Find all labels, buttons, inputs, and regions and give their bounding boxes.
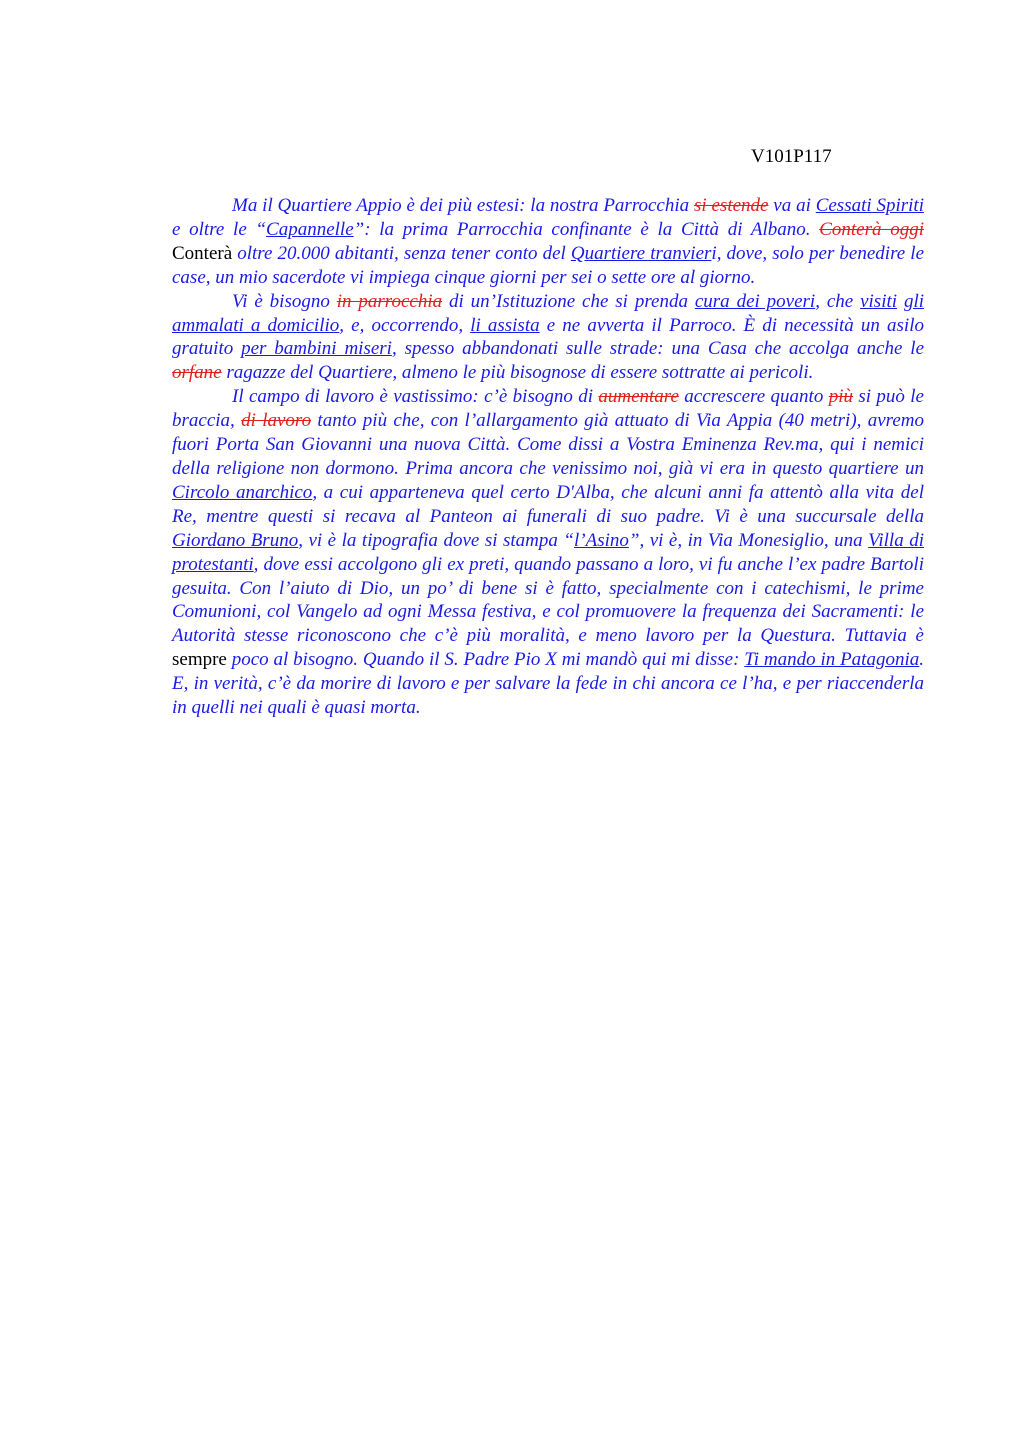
deleted-text: Conterà oggi — [819, 218, 924, 240]
underlined-text: Villa di protestanti — [172, 529, 924, 575]
document-body — [172, 194, 924, 720]
paragraph — [172, 385, 924, 720]
underlined-text: Giordano Bruno — [172, 529, 299, 551]
underlined-text: Quartiere tranvier — [570, 242, 712, 264]
inserted-text: Conterà — [172, 242, 233, 264]
text-run: , che — [815, 290, 861, 312]
text-run: , dove essi accolgono gli ex preti, quando passano a loro, vi fu anche l’ex padre Bartoli gesuita. Con l’aiuto di Dio, un po’ di bene si è fatto, specialmente con i catechismi, le prime Comunioni, col Vangelo ad ogni Messa festiva, e col promuovere la frequenza dei Sacramenti: le Autorità stesse riconoscono che c’è più moralità, e meno lavoro per la Questura. Tuttavia è — [172, 553, 924, 647]
underlined-text: gli ammalati a domicilio — [172, 290, 924, 336]
text-run: ragazze del Quartiere, almeno le più bisognose di essere sottratte ai pericoli. — [221, 362, 814, 384]
text-run: accrescere quanto — [678, 386, 829, 408]
deleted-text: di lavoro — [241, 410, 312, 432]
underlined-text: Circolo anarchico — [172, 481, 313, 503]
text-run: ”, vi è, in Via Monesiglio, una — [628, 529, 869, 551]
underlined-text: Ti mando in Patagonia — [744, 649, 920, 671]
text-run: Vi è bisogno — [232, 290, 337, 312]
text-run: poco al bisogno. Quando il S. Padre Pio X mi mandò qui mi disse: — [226, 649, 745, 671]
text-run: tanto più che, con l’allargamento già attuato di Via Appia (40 metri), avremo fuori Porta San Giovanni una nuova Città. Come dissi a Vostra Eminenza Rev.ma, qui i nemici della religione non dormono. Prima ancora che venissimo noi, già vi era in questo quartiere un — [172, 410, 924, 479]
paragraph — [172, 194, 924, 290]
underlined-text: cura dei poveri — [694, 290, 816, 312]
text-run: e oltre le “ — [172, 218, 267, 240]
text-run: , e, occorrendo, — [339, 314, 471, 336]
inserted-text: sempre — [172, 649, 227, 671]
text-run: . E, in verità, c’è da morire di lavoro e per salvare la fede in chi ancora ce l’ha, e per riaccenderla in quelli nei quali è quasi morta. — [172, 649, 924, 719]
underlined-text: Cessati Spiriti — [815, 195, 924, 216]
text-run: di un’Istituzione che si prenda — [442, 290, 695, 312]
text-run: e ne avverta il Parroco. È di necessità un asilo gratuito — [172, 314, 924, 360]
underlined-text: per bambini miseri — [241, 338, 392, 360]
text-run: va ai — [768, 195, 816, 216]
text-run: oltre 20.000 abitanti, senza tener conto del — [232, 242, 571, 264]
page-identifier: V101P117 — [751, 146, 832, 167]
text-run: , spesso abbandonati sulle strade: una Casa che accolga anche le — [391, 338, 924, 360]
text-run: ”: la prima Parrocchia confinante è la Città di Albano. — [353, 218, 820, 240]
underlined-text: Capannelle — [266, 218, 354, 240]
underlined-text: li assista — [470, 314, 540, 336]
text-run: Il campo di lavoro è vastissimo: c’è bisogno di — [232, 386, 599, 408]
text-run: , vi è la tipografia dove si stampa “ — [298, 529, 574, 551]
deleted-text: orfane — [172, 362, 222, 384]
deleted-text: aumentare — [598, 386, 679, 408]
text-run: Ma il Quartiere Appio è dei più estesi: la nostra Parrocchia — [232, 195, 694, 216]
text-run: si può le braccia, — [172, 386, 924, 432]
text-run: , a cui apparteneva quel certo D'Alba, che alcuni anni fa attentò alla vita del Re, mentre questi si recava al Panteon ai funerali di suo padre. Vi è una succursale della — [172, 481, 924, 527]
deleted-text: si estende — [693, 195, 769, 216]
paragraph — [172, 290, 924, 386]
underlined-text: visiti — [860, 290, 898, 312]
deleted-text: più — [828, 386, 853, 408]
text-run — [897, 291, 904, 312]
text-run: i, dove, solo per benedire le case, un mio sacerdote vi impiega cinque giorni per sei o sette ore al giorno. — [172, 242, 925, 288]
underlined-text: l’Asino — [573, 529, 629, 551]
deleted-text: in parrocchia — [336, 290, 443, 312]
